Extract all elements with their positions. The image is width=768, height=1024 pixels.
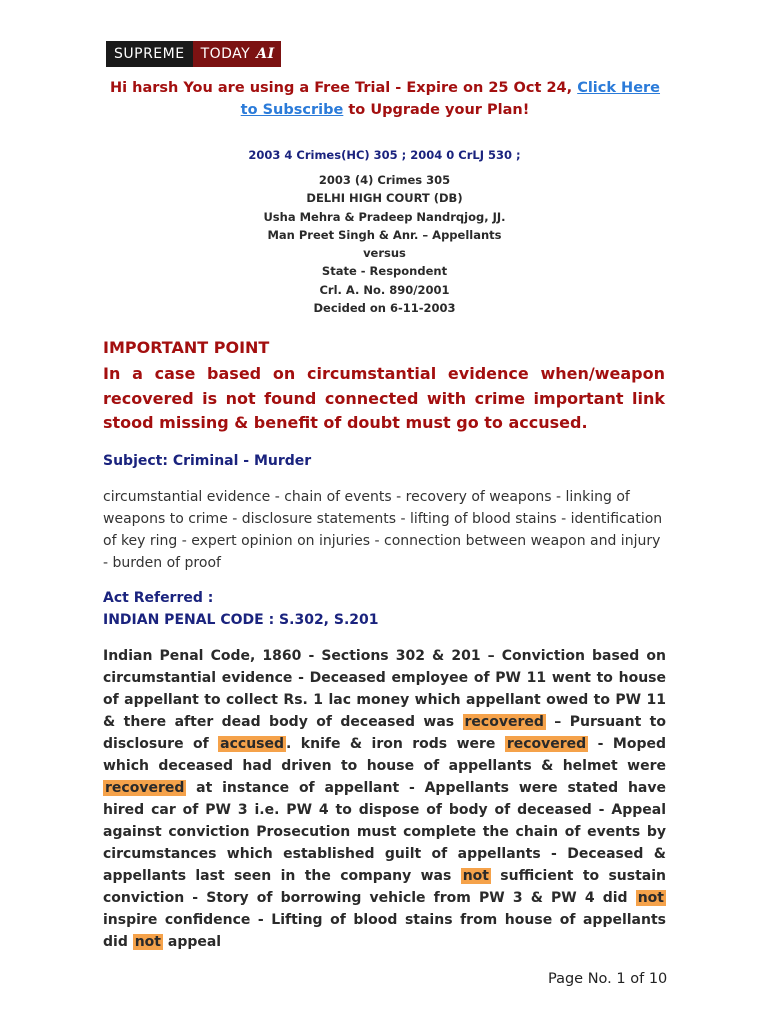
trial-text: Hi harsh You are using a Free Trial - Expire on 25 Oct 24,: [109, 80, 578, 96]
trial-text-after: to Upgrade your Plan!: [343, 102, 530, 118]
search-highlight: recovered: [464, 714, 544, 730]
search-highlight: recovered: [105, 780, 185, 796]
appeal-number: Crl. A. No. 890/2001: [319, 282, 450, 297]
keywords: circumstantial evidence - chain of events - recovery of weapons - linking of weapons to crime - disclosure statements - lifting of blood stains - identification of key ring - expert opinion on injuries - connection between weapon and injury - burden of proof: [103, 489, 663, 571]
versus: versus: [363, 246, 406, 261]
subscribe-link[interactable]: Click Here to Subscribe: [240, 80, 661, 118]
logo-today-ai: TODAY AI: [193, 41, 281, 67]
case-info: [103, 171, 666, 317]
supreme-today-logo[interactable]: [106, 41, 281, 67]
important-point-heading: IMPORTANT POINT: [103, 338, 270, 357]
judges: Usha Mehra & Pradeep Nandrqjog, JJ.: [263, 209, 506, 224]
citation: 2003 4 Crimes(HC) 305 ; 2004 0 CrLJ 530 ;: [248, 148, 521, 162]
logo-supreme: SUPREME: [106, 41, 193, 67]
search-highlight: not: [637, 890, 664, 906]
important-point-text: In a case based on circumstantial evidence when/weapon recovered is not found connected with crime important link stood missing & benefit of doubt must go to accused.: [103, 364, 665, 432]
act-referred-label: Act Referred :: [103, 590, 214, 606]
appellants: Man Preet Singh & Anr. – Appellants: [267, 227, 502, 242]
search-highlight: recovered: [506, 736, 587, 752]
search-highlight: not: [462, 868, 489, 884]
headnote-body: Indian Penal Code, 1860 - Sections 302 & 201 – Conviction based on circumstantial evidence - Deceased employee of PW 11 went to house of appellant to collect Rs. 1 lac money which appellant owed to PW 11 & there after dead body of deceased was recovered – Pursuant to disclosure of accused . knife & iron rods were recovered - Moped which deceased had driven to house of appellants & helmet were recovered at instance of appellant - Appellants were stated have hired car of PW 3 i.e. PW 4 to dispose of body of deceased - Appeal against conviction Prosecution must complete the chain of events by circumstances which established guilt of appellants - Deceased & appellants last seen in the company was not sufficient to sustain conviction - Story of borrowing vehicle from PW 3 & PW 4 did not inspire confidence - Lifting of blood stains from house of appellants did not appeal: [103, 648, 667, 950]
search-highlight: accused: [220, 736, 285, 752]
trial-banner: [100, 77, 670, 121]
reporter: 2003 (4) Crimes 305: [318, 173, 451, 187]
page-number: Page No. 1 of 10: [548, 971, 668, 987]
act-referred-value: INDIAN PENAL CODE : S.302, S.201: [103, 612, 379, 628]
search-highlight: not: [134, 934, 161, 950]
decided-date: Decided on 6-11-2003: [313, 301, 456, 316]
respondent: State - Respondent: [321, 264, 448, 279]
subject: Subject: Criminal - Murder: [103, 453, 312, 469]
court: DELHI HIGH COURT (DB): [306, 191, 463, 206]
